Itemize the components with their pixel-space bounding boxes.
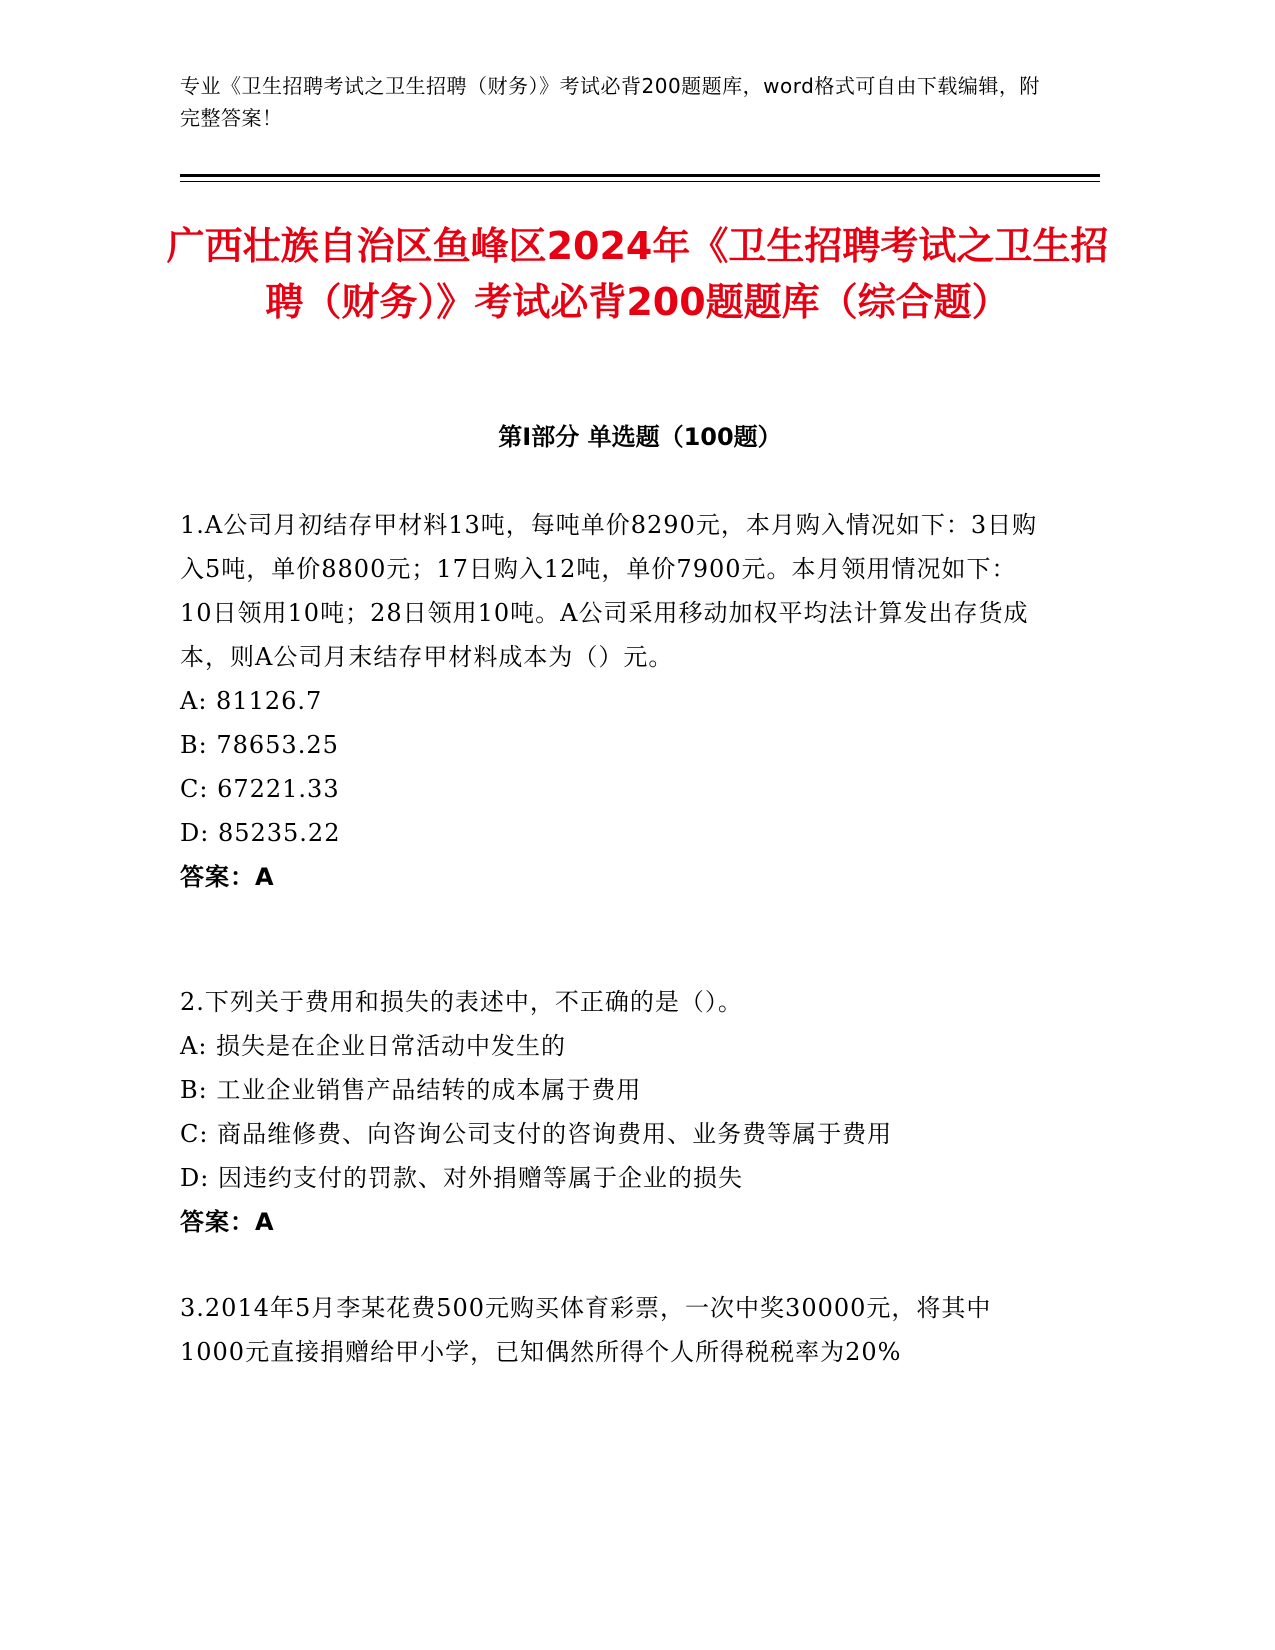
option-b: B: 工业企业销售产品结转的成本属于费用 (180, 1076, 642, 1104)
question-stem: 3.2014年5月李某花费500元购买体育彩票，一次中奖30000元，将其中1000元直接捐赠给甲小学，已知偶然所得个人所得税税率为20% (180, 1294, 992, 1366)
option-c: C: 67221.33 (180, 775, 340, 803)
option-d: D: 85235.22 (180, 819, 341, 847)
answer: 答案：A (180, 863, 275, 891)
option-a: A: 损失是在企业日常活动中发生的 (180, 1032, 567, 1060)
document-title: 广西壮族自治区鱼峰区2024年《卫生招聘考试之卫生招聘（财务）》考试必背200题题库（综合题） (166, 224, 1109, 324)
header-note: 专业《卫生招聘考试之卫生招聘（财务）》考试必背200题题库，word格式可自由下载编辑，附完整答案！ (180, 74, 1040, 130)
section-title: 第I部分 单选题（100题） (498, 423, 782, 451)
header-divider-thin (180, 181, 1100, 182)
question-1 (180, 503, 1040, 899)
question-stem: 2.下列关于费用和损失的表述中，不正确的是（）。 (180, 988, 743, 1016)
option-b: B: 78653.25 (180, 731, 339, 759)
option-d: D: 因违约支付的罚款、对外捐赠等属于企业的损失 (180, 1164, 743, 1192)
option-c: C: 商品维修费、向咨询公司支付的咨询费用、业务费等属于费用 (180, 1120, 893, 1148)
answer: 答案：A (180, 1208, 275, 1236)
question-stem: 1.A公司月初结存甲材料13吨，每吨单价8290元，本月购入情况如下：3日购入5吨，单价8800元；17日购入12吨，单价7900元。本月领用情况如下：10日领用10吨；28日领用10吨。A公司采用移动加权平均法计算发出存货成本，则A公司月末结存甲材料成本为（）元。 (180, 511, 1038, 671)
question-2 (180, 980, 1040, 1244)
header-divider-thick (180, 174, 1100, 177)
option-a: A: 81126.7 (180, 687, 323, 715)
question-3 (180, 1286, 1040, 1374)
